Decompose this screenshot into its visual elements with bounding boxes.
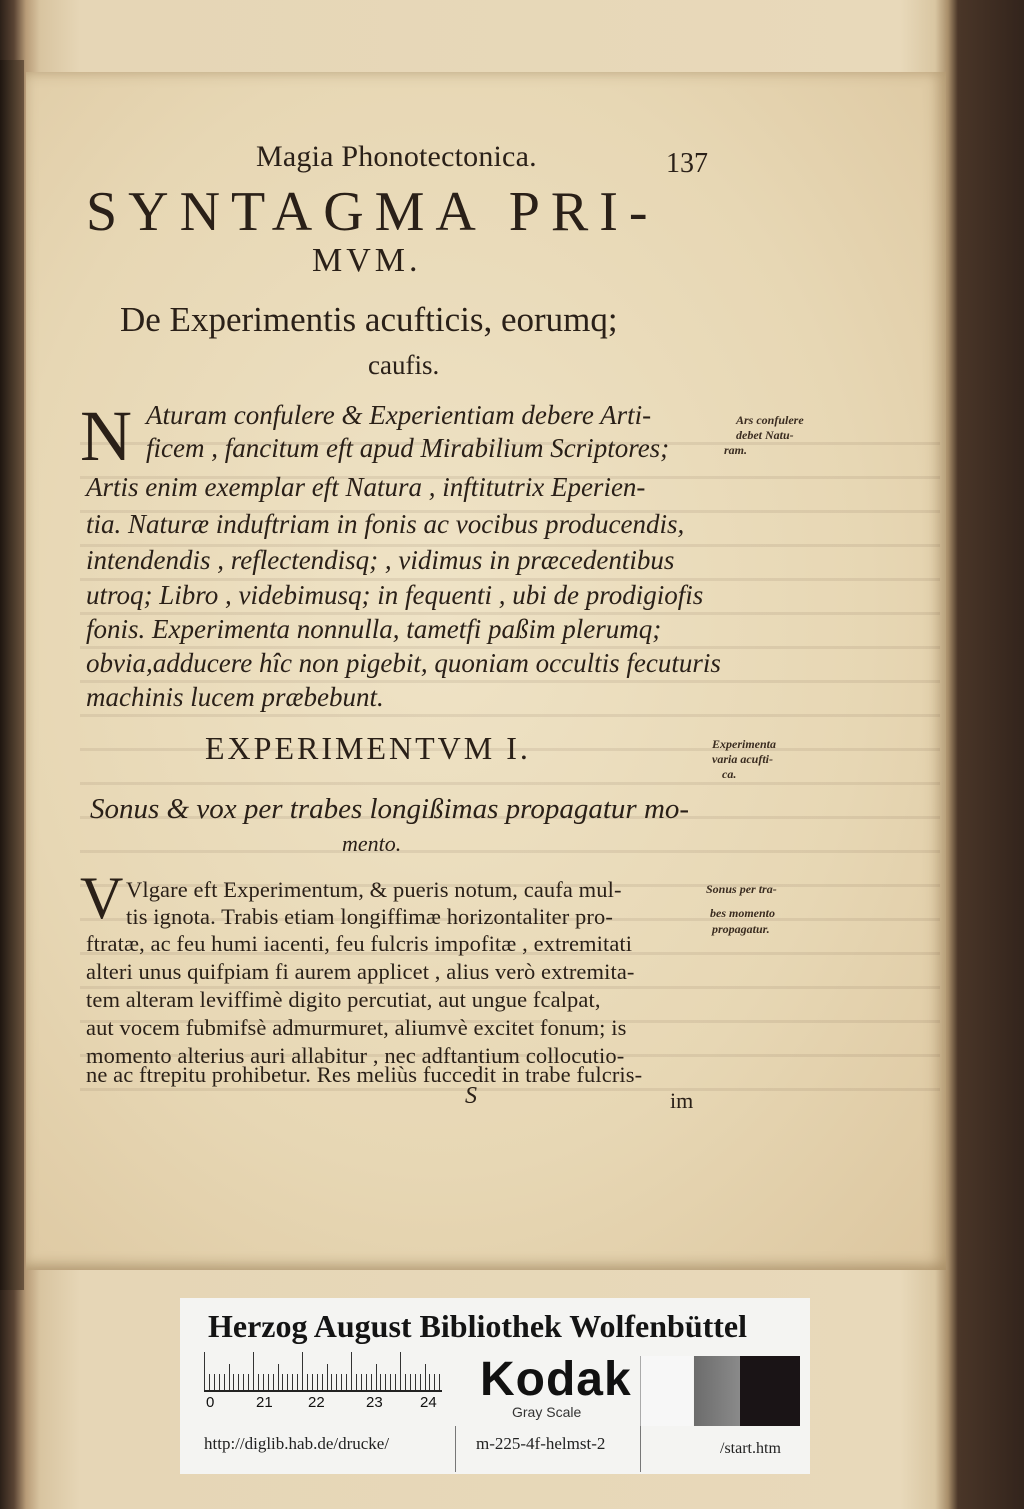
ruler-tick [410,1374,411,1390]
ruler-tick [273,1374,274,1390]
ruler-tick [204,1352,205,1390]
ruler-tick [376,1364,377,1390]
title-line-2: MVM. [312,242,422,279]
ruler-tick [219,1374,220,1390]
ruler-tick [331,1374,332,1390]
catchword: im [670,1088,694,1113]
margin-note: Ars confulere [736,413,804,427]
ruler-label: 22 [308,1394,325,1411]
page-number: 137 [666,148,708,179]
section-heading: EXPERIMENTVM I. [205,730,531,766]
signature-mark: S [465,1083,477,1109]
ruler-tick [243,1374,244,1390]
ruler-tick [346,1374,347,1390]
color-target-card [180,1298,810,1474]
intro-line: intendendis , reflectendisq; , vidimus in præcedentibus [86,545,675,575]
ruler-tick [268,1374,269,1390]
ruler-tick [395,1374,396,1390]
gray-patch [694,1356,740,1426]
ruler-tick [336,1374,337,1390]
intro-line: machinis lucem præbebunt. [86,682,384,712]
ruler-tick [312,1374,313,1390]
margin-note: propagatur. [712,922,770,936]
ruler-tick [214,1374,215,1390]
margin-note: bes momento [710,906,775,920]
ruler-tick [238,1374,239,1390]
subtitle-line-2: caufis. [368,350,440,380]
intro-line: fonis. Experimenta nonnulla, tametfi paßim plerumq; [86,614,662,644]
ruler-tick [439,1374,440,1390]
ruler-tick [361,1374,362,1390]
library-name: Herzog August Bibliothek Wolfenbüttel [208,1308,748,1344]
start-url: /start.htm [720,1440,781,1457]
ruler-tick [400,1352,401,1390]
body-drop-cap: V [80,865,124,931]
ruler-tick [248,1374,249,1390]
ruler-tick [425,1364,426,1390]
margin-note: Sonus per tra- [706,882,777,896]
ruler-label: 0 [206,1394,215,1411]
ruler-tick [380,1374,381,1390]
body-line: momento alterius auri allabitur , nec adftantium collocutio- [86,1043,625,1068]
ruler-tick [405,1374,406,1390]
ruler-tick [371,1374,372,1390]
ruler-tick [420,1374,421,1390]
ruler-tick [415,1374,416,1390]
kodak-logo: Kodak [480,1353,632,1406]
ruler-tick [317,1374,318,1390]
intro-line: ficem , fancitum eft apud Mirabilium Scriptores; [146,433,670,463]
source-url: http://diglib.hab.de/drucke/ [204,1434,390,1453]
ruler-label: 23 [366,1394,383,1411]
body-line: ne ac ftrepitu prohibetur. Res meliùs fuccedit in trabe fulcris- [86,1062,643,1087]
intro-line: Artis enim exemplar eft Natura , inftitutrix Eperien- [86,472,646,502]
ruler-tick [287,1374,288,1390]
ruler-tick [282,1374,283,1390]
scale-ruler [204,1350,442,1392]
ruler-tick [258,1374,259,1390]
binding-shadow [0,60,24,1290]
ruler-tick [356,1374,357,1390]
title-line-1: SYNTAGMA PRI- [86,181,659,243]
body-line: Vlgare eft Experimentum, & pueris notum, caufa mul- [126,877,622,902]
section-subtitle-line-1: Sonus & vox per trabes longißimas propagatur mo- [90,793,690,825]
margin-note: debet Natu- [736,428,794,442]
ruler-tick [366,1374,367,1390]
ruler-tick [263,1374,264,1390]
ruler-tick [224,1374,225,1390]
ruler-tick [278,1364,279,1390]
body-line: alteri unus quifpiam fi aurem applicet , alius verò extremita- [86,959,635,984]
margin-note: ca. [722,767,737,781]
ruler-tick [233,1374,234,1390]
gray-scale-label: Gray Scale [512,1404,582,1420]
ruler-label: 21 [256,1394,273,1411]
running-head: Magia Phonotectonica. [256,140,537,173]
ruler-tick [434,1374,435,1390]
subtitle-line-1: De Experimentis acufticis, eorumq; [120,300,618,339]
card-divider [640,1426,641,1472]
call-number: m-225-4f-helmst-2 [476,1434,606,1453]
intro-drop-cap: N [80,396,132,476]
section-subtitle-line-2: mento. [342,831,402,856]
ruler-tick [385,1374,386,1390]
intro-line: obvia,adducere hîc non pigebit, quoniam occultis fecuturis [86,648,721,678]
intro-line: Aturam confulere & Experientiam debere Arti- [146,400,652,430]
ruler-tick [297,1374,298,1390]
body-line: tis ignota. Trabis etiam longiffimæ horizontaliter pro- [126,904,613,929]
ruler-tick [341,1374,342,1390]
ruler-tick [253,1352,254,1390]
ruler-tick [390,1374,391,1390]
intro-line: tia. Naturæ induftriam in fonis ac vocibus producendis, [86,509,685,539]
body-line: aut vocem fubmifsè admurmuret, aliumvè excitet fonum; is [86,1015,627,1040]
ruler-tick [327,1364,328,1390]
black-patch [740,1356,800,1426]
white-patch [640,1356,693,1426]
margin-note: Experimenta [712,737,777,751]
ruler-tick [429,1374,430,1390]
margin-note: varia acufti- [712,752,773,766]
ruler-label: 24 [420,1394,437,1411]
ruler-tick [302,1352,303,1390]
margin-note: ram. [724,443,748,457]
ruler-tick [292,1374,293,1390]
ruler-tick [351,1352,352,1390]
ruler-tick [322,1374,323,1390]
card-divider [455,1426,456,1472]
ruler-tick [229,1364,230,1390]
body-line: ftratæ, ac feu humi iacenti, feu fulcris impofitæ , extremitati [86,931,633,956]
ruler-tick [209,1374,210,1390]
ruler-tick [307,1374,308,1390]
body-line: tem alteram leviffimè digito percutiat, aut ungue fcalpat, [86,987,601,1012]
intro-line: utroq; Libro , videbimusq; in fequenti , ubi de prodigiofis [86,580,704,610]
